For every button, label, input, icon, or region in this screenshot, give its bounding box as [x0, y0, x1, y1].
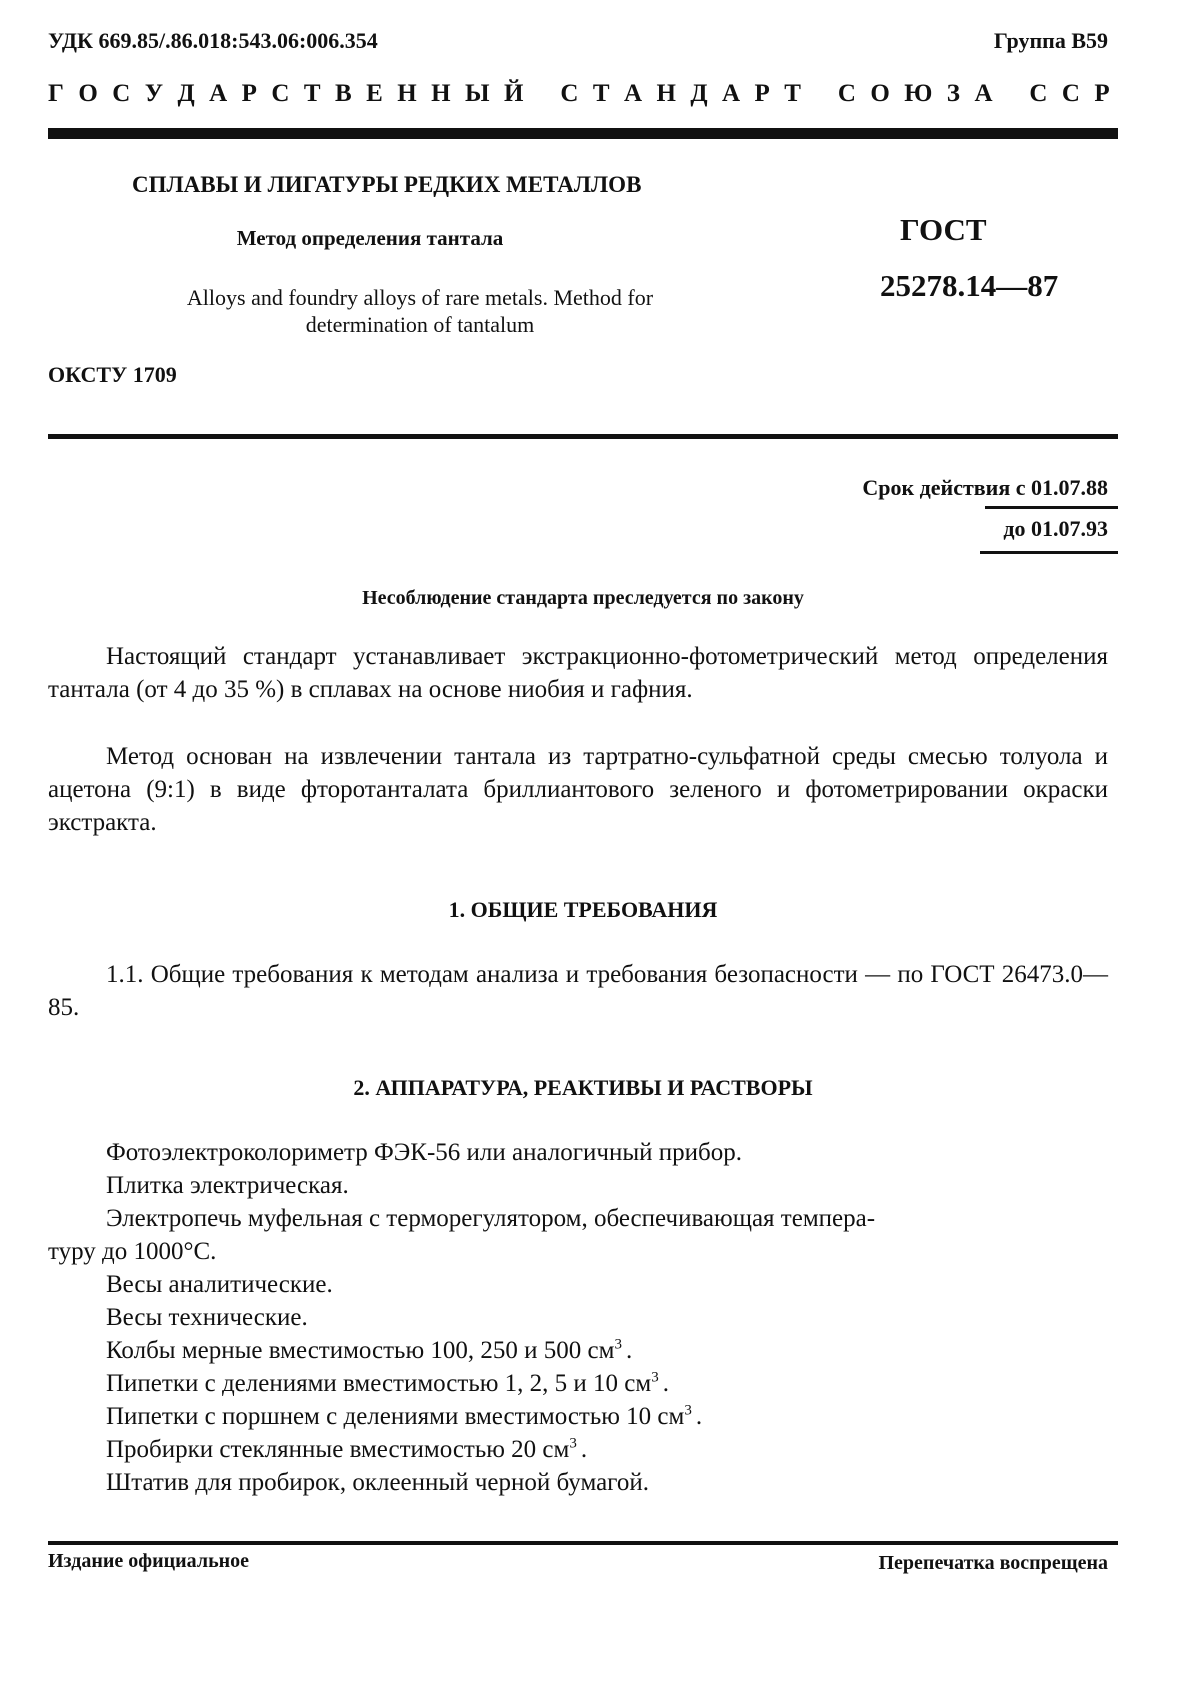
banner-letter: Д	[690, 80, 708, 107]
validity-to: до 01.07.93	[1003, 516, 1108, 541]
equipment-item	[48, 1202, 1108, 1235]
banner-letter: Н	[431, 80, 451, 107]
intro-paragraph-2	[48, 740, 1108, 839]
banner-letter: В	[335, 80, 352, 107]
banner-letter: О	[78, 80, 98, 107]
banner-letter: С	[112, 80, 131, 107]
document-subtitle-ru: Метод определения тантала	[236, 226, 504, 250]
banner-letter: Т	[784, 80, 801, 107]
banner-letter: Р	[241, 80, 257, 107]
udk-code: УДК 669.85/.86.018:543.06:006.354	[48, 28, 378, 53]
subtitle-en-line1: Alloys and foundry alloys of rare metals. Method for	[186, 285, 654, 310]
equipment-item	[48, 1301, 1108, 1334]
validity-from: Срок действия с 01.07.88	[862, 475, 1108, 500]
superscript-cubed: 3	[651, 1369, 659, 1386]
intro-p2-text: Метод основан на извлечении тантала из тартратно-сульфатной среды смесью толуола и ацетона (9:1) в виде фторотанталата бриллиантового зеленого и фотометрировании окраски экстракта.	[48, 743, 1108, 836]
okstu-code: ОКСТУ 1709	[48, 362, 177, 387]
equipment-item-text: Колбы мерные вместимостью 100, 250 и 500 см	[106, 1337, 615, 1364]
banner-letter: С	[560, 80, 579, 107]
subtitle-en-line2: determination of tantalum	[305, 312, 535, 337]
banner-letter: Т	[592, 80, 610, 107]
section-1-p1-text: 1.1. Общие требования к методам анализа и требования безопасности — по ГОСТ 26473.0—85.	[48, 961, 1108, 1021]
equipment-item	[48, 1400, 1108, 1433]
banner-gap	[815, 80, 823, 108]
banner-letter: Р	[754, 80, 770, 107]
state-standard-banner	[48, 80, 1110, 108]
equipment-item-text: Пипетки с делениями вместимостью 1, 2, 5 и 10 см	[106, 1370, 652, 1397]
banner-letter: Е	[366, 80, 383, 107]
equipment-item-text: Фотоэлектроколориметр ФЭК-56 или аналогичный прибор.	[106, 1139, 743, 1166]
superscript-cubed: 3	[684, 1402, 692, 1419]
intro-paragraph-1	[48, 640, 1108, 706]
intro-p1-text: Настоящий стандарт устанавливает экстракционно-фотометрический метод определения тантала (от 4 до 35 %) в сплавах на основе ниобия и гафния.	[48, 643, 1108, 703]
section-1-heading: 1. ОБЩИЕ ТРЕБОВАНИЯ	[448, 897, 718, 922]
banner-letter: Н	[656, 80, 676, 107]
superscript-cubed: 3	[614, 1336, 622, 1353]
title-rule	[48, 434, 1118, 439]
banner-letter: Г	[48, 80, 64, 107]
banner-letter: З	[946, 80, 960, 107]
gost-label: ГОСТ	[900, 212, 987, 247]
equipment-item-end: .	[625, 1337, 633, 1364]
banner-letter: Н	[397, 80, 417, 107]
banner-letter: А	[974, 80, 993, 107]
legal-notice: Несоблюдение стандарта преследуется по закону	[362, 587, 804, 609]
banner-letter: О	[870, 80, 890, 107]
equipment-item	[48, 1169, 1108, 1202]
validity-to-underline	[980, 551, 1118, 554]
banner-letter: А	[209, 80, 228, 107]
banner-letter: С	[837, 80, 856, 107]
section-1-paragraph	[48, 958, 1108, 1024]
equipment-item	[48, 1334, 1108, 1367]
equipment-item	[48, 1367, 1108, 1400]
equipment-item-end: .	[580, 1436, 588, 1463]
banner-letter: Ы	[465, 80, 490, 107]
equipment-item-text: Штатив для пробирок, оклеенный черной бумагой.	[106, 1469, 649, 1496]
equipment-item-text: Плитка электрическая.	[106, 1172, 349, 1199]
group-code: Группа В59	[993, 28, 1108, 53]
footer-official-edition: Издание официальное	[48, 1550, 250, 1572]
equipment-item-text: Пипетки с поршнем с делениями вместимостью 10 см	[106, 1403, 685, 1430]
equipment-list	[48, 1136, 1108, 1499]
banner-letter: Д	[177, 80, 195, 107]
equipment-item-text: Весы аналитические.	[106, 1271, 333, 1298]
equipment-item-text: Весы технические.	[106, 1304, 308, 1331]
banner-letter: С	[1061, 80, 1080, 107]
footer-reprint-prohibited: Перепечатка воспрещена	[878, 1552, 1108, 1574]
document-title: СПЛАВЫ И ЛИГАТУРЫ РЕДКИХ МЕТАЛЛОВ	[132, 172, 642, 197]
banner-letter: У	[144, 80, 164, 107]
equipment-item	[48, 1235, 1108, 1268]
banner-letter: А	[722, 80, 741, 107]
equipment-item	[48, 1268, 1108, 1301]
banner-letter: Т	[303, 80, 321, 107]
equipment-item-end: .	[662, 1370, 669, 1397]
validity-from-underline	[985, 506, 1118, 509]
banner-letter: С	[271, 80, 290, 107]
equipment-item	[48, 1136, 1108, 1169]
banner-letter: Й	[504, 80, 524, 107]
banner-letter: С	[1029, 80, 1048, 107]
section-2-heading: 2. АППАРАТУРА, РЕАКТИВЫ И РАСТВОРЫ	[353, 1075, 813, 1100]
banner-gap	[1007, 80, 1015, 108]
banner-letter: Р	[1094, 80, 1110, 107]
equipment-item-end: .	[695, 1403, 703, 1430]
equipment-item-text: Пробирки стеклянные вместимостью 20 см	[106, 1436, 570, 1463]
equipment-item	[48, 1433, 1108, 1466]
gost-number: 25278.14—87	[880, 268, 1059, 303]
header-rule	[48, 128, 1118, 139]
banner-letter: А	[624, 80, 643, 107]
superscript-cubed: 3	[569, 1435, 577, 1452]
equipment-item	[48, 1466, 1108, 1499]
banner-gap	[538, 80, 546, 108]
footer-rule	[48, 1541, 1118, 1545]
equipment-item-text: туру до 1000°С.	[48, 1238, 217, 1265]
equipment-item-text: Электропечь муфельная с терморегулятором, обеспечивающая темпера-	[106, 1205, 876, 1232]
document-subtitle-en	[110, 284, 730, 338]
banner-letter: Ю	[904, 80, 933, 107]
